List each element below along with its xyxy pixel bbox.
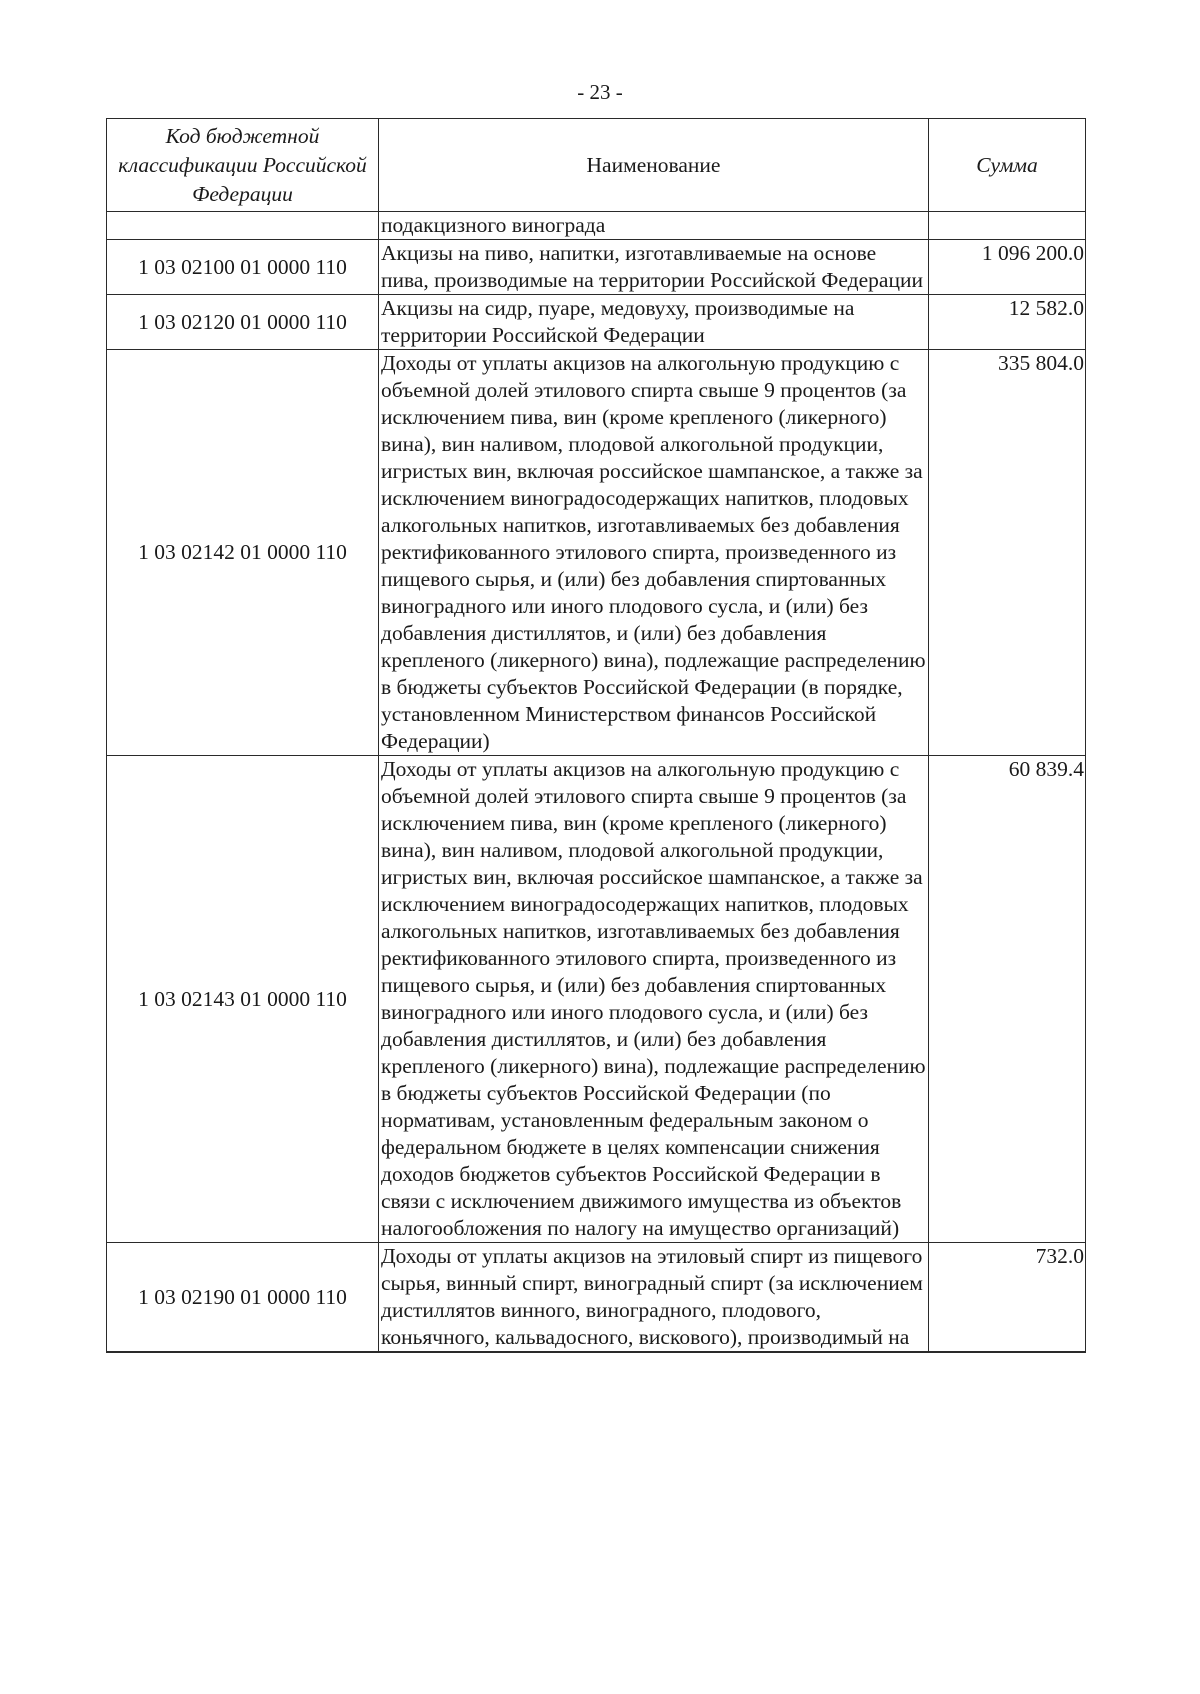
row-sum: 1 096 200.0	[929, 240, 1086, 295]
table-row	[107, 1243, 1086, 1353]
row-name: Акцизы на пиво, напитки, изготавливаемые на основе пива, производимые на территории Российской Федерации	[379, 240, 929, 295]
table-row	[107, 295, 1086, 350]
row-name: Доходы от уплаты акцизов на алкогольную продукцию с объемной долей этилового спирта свыше 9 процентов (за исключением пива, вин (кроме крепленого (ликерного) вина), вин наливом, плодовой алкогольной продукции, игристых вин, включая российское шампанское, а также за исключением виноградосодержащих напитков, плодовых алкогольных напитков, изготавливаемых без добавления ректификованного этилового спирта, произведенного из пищевого сырья, и (или) без добавления спиртованных виноградного или иного плодового сусла, и (или) без добавления дистиллятов, и (или) без добавления крепленого (ликерного) вина), подлежащие распределению в бюджеты субъектов Российской Федерации (по нормативам, установленным федеральным законом о федеральном бюджете в целях компенсации снижения доходов бюджетов субъектов Российской Федерации в связи с исключением движимого имущества из объектов налогообложения по налогу на имущество организаций)	[379, 756, 929, 1243]
table-row	[107, 240, 1086, 295]
table-row	[107, 756, 1086, 1243]
row-code: 1 03 02100 01 0000 110	[107, 240, 379, 295]
row-code: 1 03 02120 01 0000 110	[107, 295, 379, 350]
table-row	[107, 212, 1086, 240]
table-row	[107, 350, 1086, 756]
page-number: - 23 -	[577, 80, 623, 104]
row-name: Доходы от уплаты акцизов на алкогольную продукцию с объемной долей этилового спирта свыше 9 процентов (за исключением пива, вин (кроме крепленого (ликерного) вина), вин наливом, плодовой алкогольной продукции, игристых вин, включая российское шампанское, а также за исключением виноградосодержащих напитков, плодовых алкогольных напитков, изготавливаемых без добавления ректификованного этилового спирта, произведенного из пищевого сырья, и (или) без добавления спиртованных виноградного или иного плодового сусла, и (или) без добавления дистиллятов, и (или) без добавления крепленого (ликерного) вина), подлежащие распределению в бюджеты субъектов Российской Федерации (в порядке, установленном Министерством финансов Российской Федерации)	[379, 350, 929, 756]
row-sum: 60 839.4	[929, 756, 1086, 1243]
budget-classification-table	[106, 118, 1086, 1353]
row-code: 1 03 02190 01 0000 110	[107, 1243, 379, 1353]
row-sum: 732.0	[929, 1243, 1086, 1353]
row-code: 1 03 02143 01 0000 110	[107, 756, 379, 1243]
header-code: Код бюджетной классификации Российской Федерации	[107, 119, 379, 212]
header-name: Наименование	[379, 119, 929, 212]
row-name: Доходы от уплаты акцизов на этиловый спирт из пищевого сырья, винный спирт, виноградный спирт (за исключением дистиллятов винного, виноградного, плодового, коньячного, кальвадосного, вискового), производимый на	[379, 1243, 929, 1353]
table-header-row	[107, 119, 1086, 212]
row-name: подакцизного винограда	[379, 212, 929, 240]
header-sum: Сумма	[929, 119, 1086, 212]
row-sum: 335 804.0	[929, 350, 1086, 756]
row-code: 1 03 02142 01 0000 110	[107, 350, 379, 756]
row-code	[107, 212, 379, 240]
row-name: Акцизы на сидр, пуаре, медовуху, производимые на территории Российской Федерации	[379, 295, 929, 350]
row-sum: 12 582.0	[929, 295, 1086, 350]
row-sum	[929, 212, 1086, 240]
